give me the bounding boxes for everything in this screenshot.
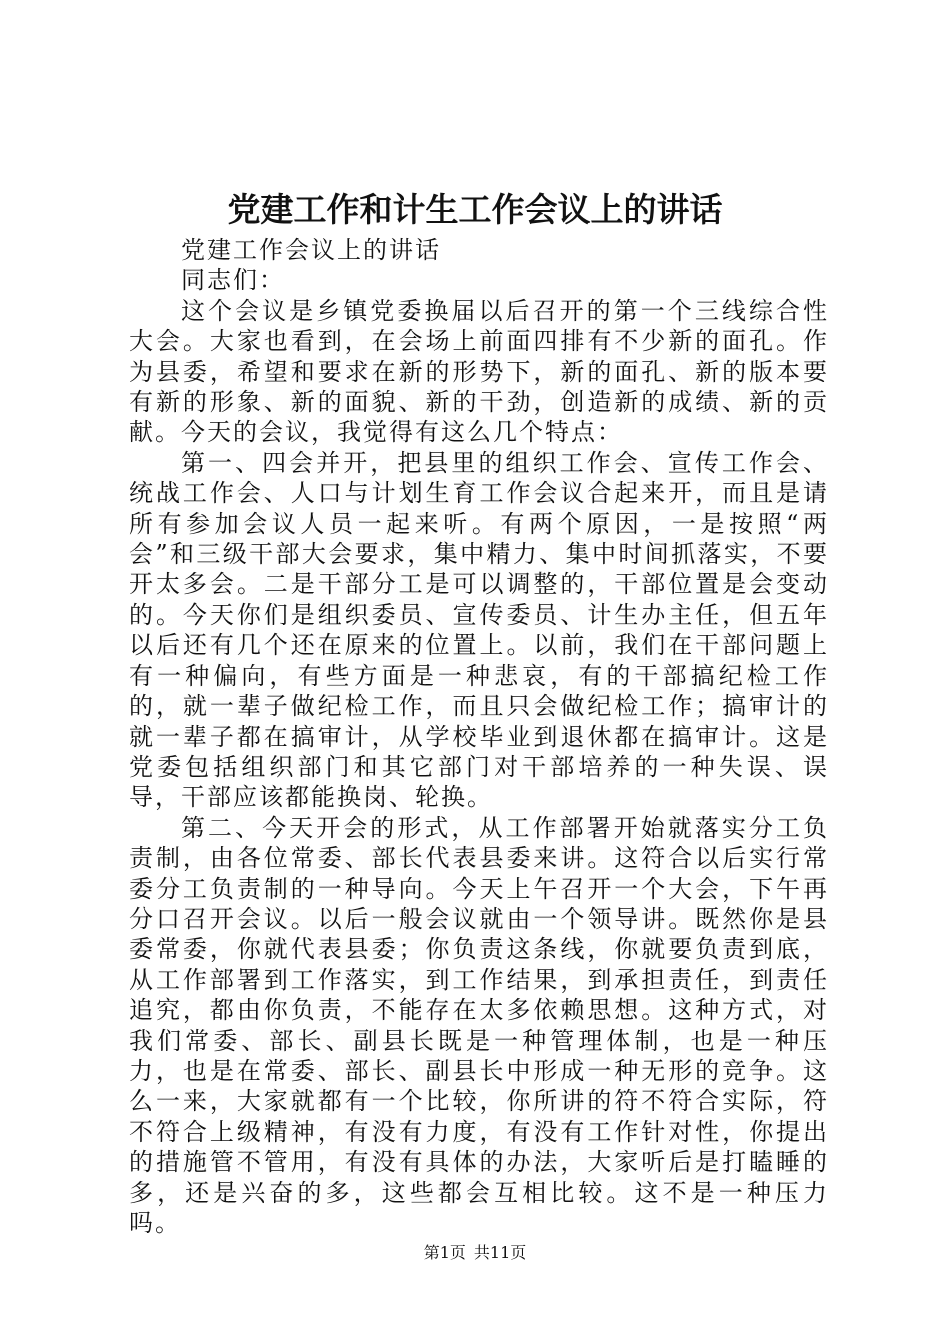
paragraph-subtitle: 党建工作会议上的讲话: [181, 236, 441, 264]
document-body: [129, 235, 829, 1238]
document-title: 党建工作和计生工作会议上的讲话: [227, 190, 723, 229]
paragraph-salutation: 同志们：: [181, 266, 285, 295]
page-number: 第1页: [423, 1243, 466, 1262]
paragraph-point-two: 第二、今天开会的形式，从工作部署开始就落实分工负责制，由各位常委、部长代表县委来讲。这符合以后实行常委分工负责制的一种导向。今天上午召开一个大会，下午再分口召开会议。以后一般会议就由一个领导讲。既然你是县委常委，你就代表县委；你负责这条线，你就要负责到底，从工作部署到工作落实，到工作结果，到承担责任，到责任追究，都由你负责，不能存在太多依赖思想。这种方式，对我们常委、部长、副县长既是一种管理体制，也是一种压力，也是在常委、部长、副县长中形成一种无形的竞争。这么一来，大家就都有一个比较，你所讲的符不符合实际，符不符合上级精神，有没有力度，有没有工作针对性，你提出的措施管不管用，有没有具体的办法，大家听后是打瞌睡的多，还是兴奋的多，这些都会互相比较。这不是一种压力吗。: [129, 813, 829, 1237]
paragraph-point-one: 第一、四会并开，把县里的组织工作会、宣传工作会、统战工作会、人口与计划生育工作会议合起来开，而且是请所有参加会议人员一起来听。有两个原因，一是按照“两会”和三级干部大会要求，集中精力、集中时间抓落实，不要开太多会。二是干部分工是可以调整的，干部位置是会变动的。今天你们是组织委员、宣传委员、计生办主任，但五年以后还有几个还在原来的位置上。以前，我们在干部问题上有一种偏向，有些方面是一种悲哀，有的干部搞纪检工作的，就一辈子做纪检工作，而且只会做纪检工作；搞审计的就一辈子都在搞审计，从学校毕业到退休都在搞审计。这是党委包括组织部门和其它部门对干部培养的一种失误、误导，干部应该都能换岗、轮换。: [129, 448, 829, 812]
paragraph-intro: 这个会议是乡镇党委换届以后召开的第一个三线综合性大会。大家也看到，在会场上前面四排有不少新的面孔。作为县委，希望和要求在新的形势下，新的面孔、新的版本要有新的形象、新的面貌、新的干劲，创造新的成绩、新的贡献。今天的会议，我觉得有这么几个特点：: [129, 296, 829, 447]
page-count: 共11页: [473, 1243, 527, 1262]
page-footer: [0, 1243, 950, 1263]
